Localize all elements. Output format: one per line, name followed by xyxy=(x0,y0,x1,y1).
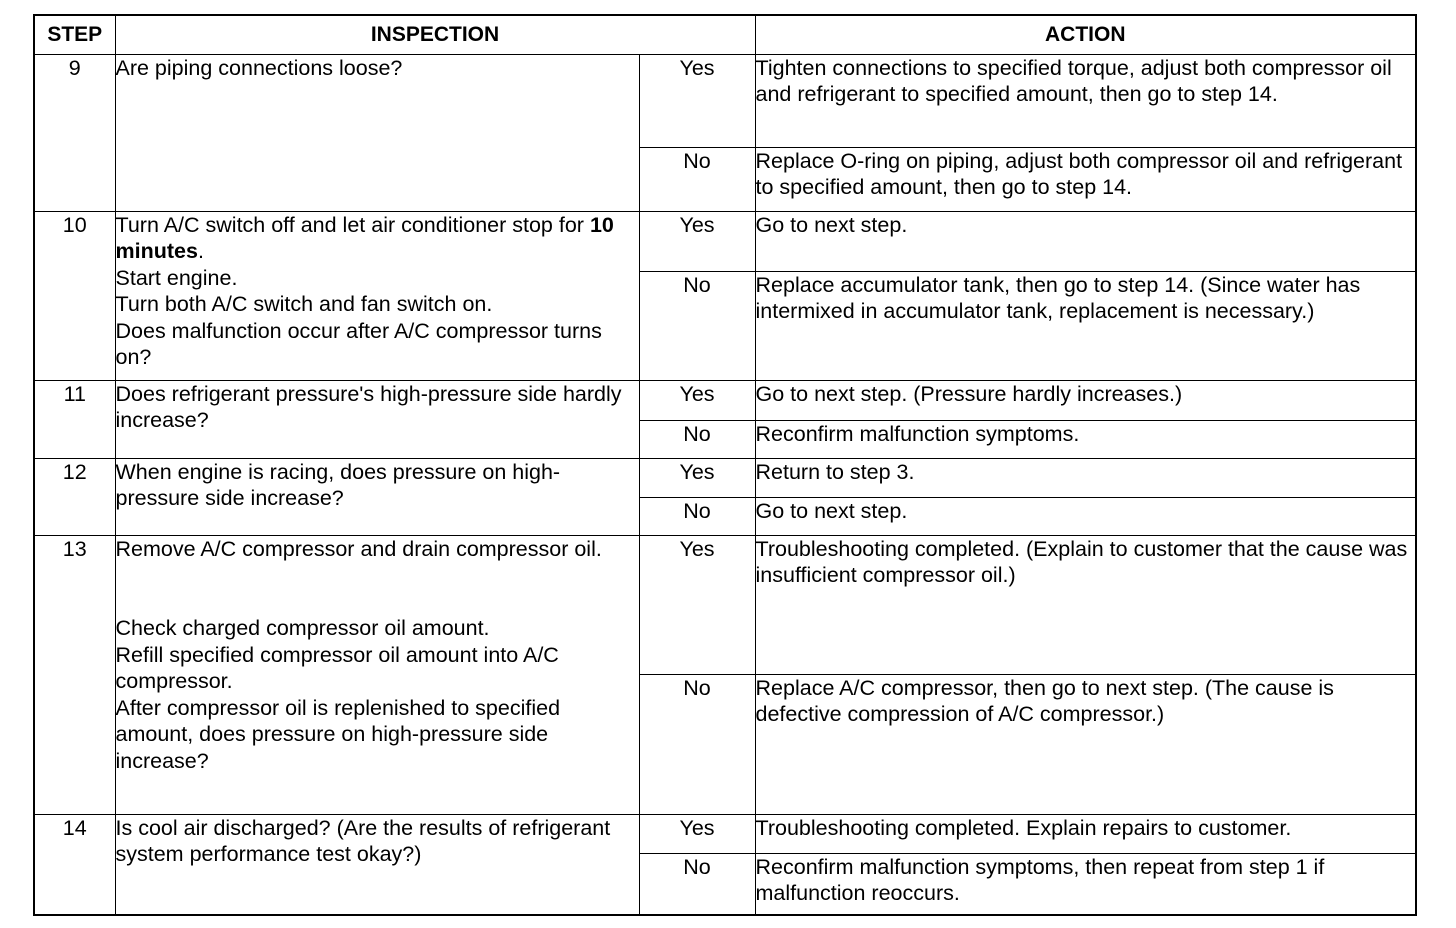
inspection-text xyxy=(115,814,639,915)
yes-action: Go to next step. xyxy=(755,211,1416,271)
inspection-line: Are piping connections loose? xyxy=(115,55,403,80)
inspection-text xyxy=(115,211,639,380)
yes-label: Yes xyxy=(639,211,755,271)
no-action: Go to next step. xyxy=(755,497,1416,535)
inspection-text xyxy=(115,54,639,211)
step-number: 10 xyxy=(34,211,115,380)
step-number: 13 xyxy=(34,535,115,814)
header-step: STEP xyxy=(34,15,115,54)
table-row xyxy=(34,54,1416,147)
no-label: No xyxy=(639,271,755,380)
table-row xyxy=(34,458,1416,497)
header-inspection: INSPECTION xyxy=(115,15,755,54)
inspection-bold: 10 minutes xyxy=(115,212,614,263)
yes-action: Troubleshooting completed. (Explain to customer that the cause was insufficient compressor oil.) xyxy=(755,535,1416,674)
inspection-fragment: Turn A/C switch off and let air conditioner stop for xyxy=(115,212,590,237)
no-action: Reconfirm malfunction symptoms. xyxy=(755,420,1416,458)
inspection-line: Check charged compressor oil amount. xyxy=(115,616,490,640)
no-label: No xyxy=(639,853,755,915)
step-number: 11 xyxy=(34,380,115,458)
yes-label: Yes xyxy=(639,814,755,853)
spacer xyxy=(116,562,639,615)
yes-action: Tighten connections to specified torque, adjust both compressor oil and refrigerant to specified amount, then go to step 14. xyxy=(755,54,1416,147)
header-action: ACTION xyxy=(755,15,1416,54)
inspection-line: Start engine. xyxy=(115,265,238,290)
inspection-line: Remove A/C compressor and drain compressor oil. xyxy=(115,536,602,561)
inspection-text xyxy=(115,535,639,814)
yes-action: Go to next step. (Pressure hardly increases.) xyxy=(755,380,1416,420)
no-label: No xyxy=(639,147,755,211)
table-row xyxy=(34,814,1416,853)
yes-label: Yes xyxy=(639,54,755,147)
yes-label: Yes xyxy=(639,380,755,420)
inspection-line: Turn both A/C switch and fan switch on. xyxy=(115,292,493,316)
yes-label: Yes xyxy=(639,458,755,497)
step-number: 9 xyxy=(34,54,115,211)
inspection-line: When engine is racing, does pressure on high-pressure side increase? xyxy=(115,459,561,510)
inspection-line: Does refrigerant pressure's high-pressure side hardly increase? xyxy=(115,381,622,432)
inspection-line: Does malfunction occur after A/C compressor turns on? xyxy=(115,318,602,369)
step-number: 14 xyxy=(34,814,115,915)
step-number: 12 xyxy=(34,458,115,535)
yes-action: Return to step 3. xyxy=(755,458,1416,497)
no-label: No xyxy=(639,420,755,458)
yes-label: Yes xyxy=(639,535,755,674)
no-action: Reconfirm malfunction symptoms, then repeat from step 1 if malfunction reoccurs. xyxy=(755,853,1416,915)
table-row xyxy=(34,211,1416,271)
no-action: Replace O-ring on piping, adjust both compressor oil and refrigerant to specified amount, then go to step 14. xyxy=(755,147,1416,211)
inspection-line: Is cool air discharged? (Are the results of refrigerant system performance test okay?) xyxy=(115,815,611,866)
no-label: No xyxy=(639,497,755,535)
no-action: Replace accumulator tank, then go to step 14. (Since water has intermixed in accumulator tank, replacement is necessary.) xyxy=(755,271,1416,380)
troubleshooting-table xyxy=(33,14,1417,916)
no-action: Replace A/C compressor, then go to next step. (The cause is defective compression of A/C compressor.) xyxy=(755,674,1416,814)
table-row xyxy=(34,380,1416,420)
inspection-line: After compressor oil is replenished to specified amount, does pressure on high-pressure side increase? xyxy=(115,695,561,773)
no-label: No xyxy=(639,674,755,814)
inspection-line: Refill specified compressor oil amount into A/C compressor. xyxy=(115,642,559,693)
table-row xyxy=(34,535,1416,674)
inspection-text xyxy=(115,458,639,535)
inspection-line xyxy=(116,212,639,265)
inspection-fragment: . xyxy=(197,239,204,263)
yes-action: Troubleshooting completed. Explain repairs to customer. xyxy=(755,814,1416,853)
inspection-text xyxy=(115,380,639,458)
